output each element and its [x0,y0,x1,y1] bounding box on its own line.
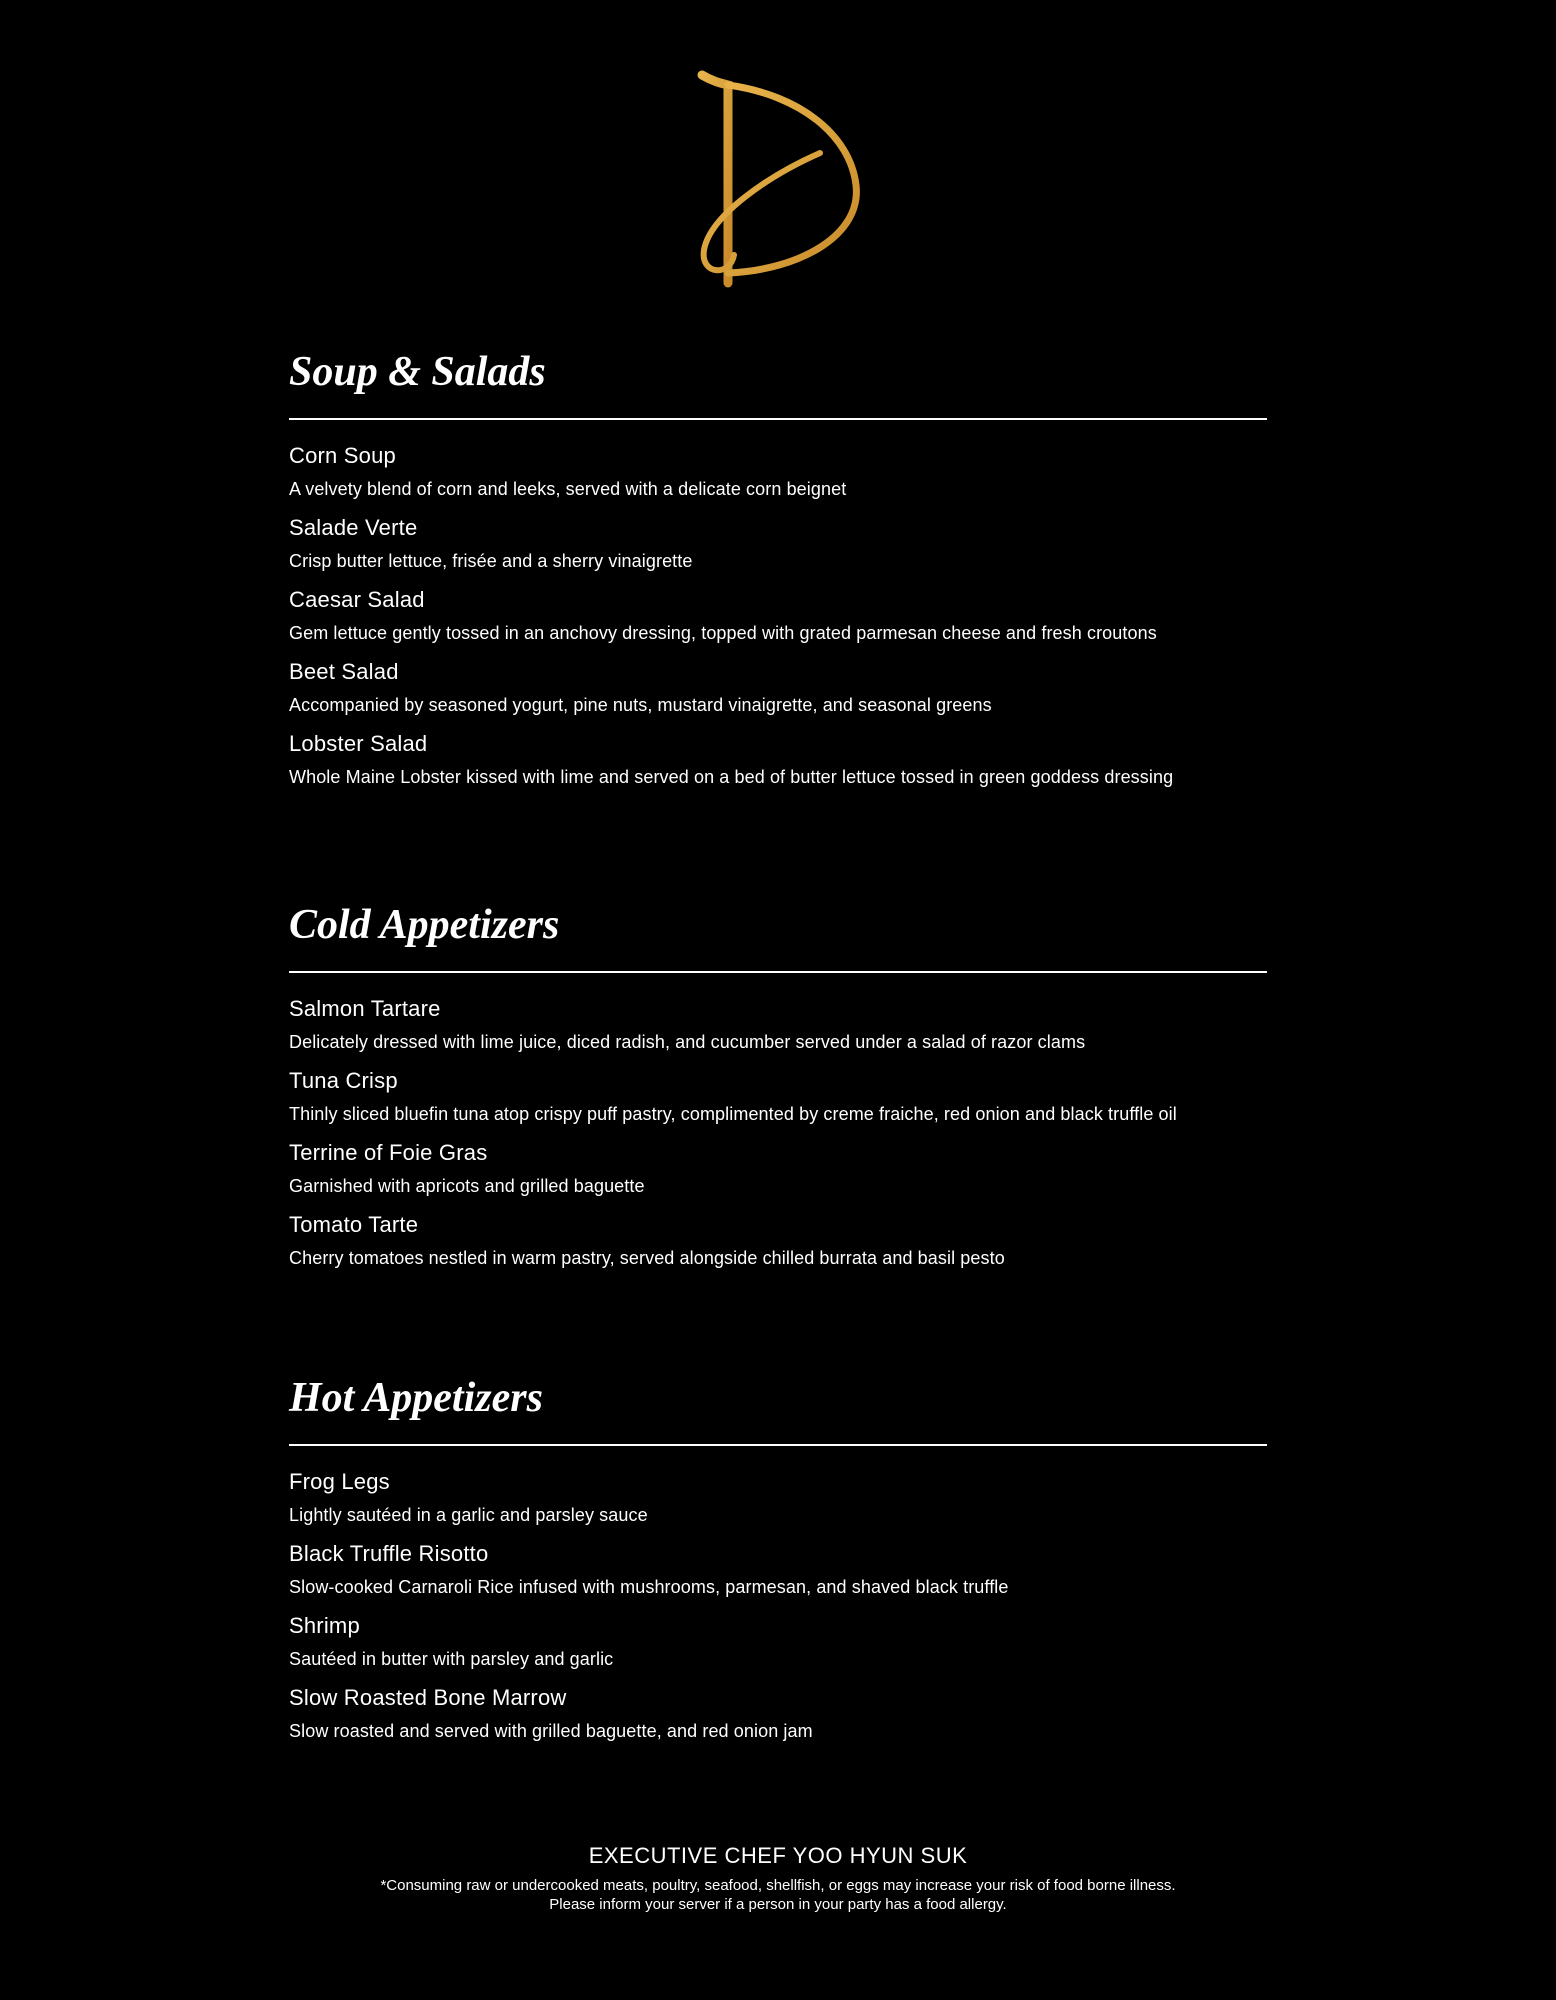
item-name: Lobster Salad [289,731,428,756]
item-name: Tomato Tarte [289,1212,419,1237]
item-description: Lightly sautéed in a garlic and parsley sauce [289,1505,648,1525]
food-safety-disclaimer [0,1876,1556,1914]
section-title: Soup & Salads [289,349,546,395]
menu-item [289,442,1267,501]
menu-item [289,1612,1267,1671]
section-divider [289,418,1267,420]
item-name: Corn Soup [289,443,396,468]
item-description: Slow roasted and served with grilled baguette, and red onion jam [289,1721,813,1741]
item-description: Accompanied by seasoned yogurt, pine nuts, mustard vinaigrette, and seasonal greens [289,695,992,715]
item-name: Salmon Tartare [289,996,441,1021]
menu-item [289,995,1267,1054]
menu-section-hot-appetizers [289,1374,1267,1756]
section-divider [289,1444,1267,1446]
item-name: Tuna Crisp [289,1068,398,1093]
item-description: Cherry tomatoes nestled in warm pastry, served alongside chilled burrata and basil pesto [289,1248,1005,1268]
letter-d-logo-icon [690,65,866,295]
menu-item [289,1139,1267,1198]
item-description: Gem lettuce gently tossed in an anchovy dressing, topped with grated parmesan cheese and fresh croutons [289,623,1157,643]
restaurant-logo [690,65,866,295]
item-name: Caesar Salad [289,587,425,612]
item-name: Frog Legs [289,1469,390,1494]
menu-item [289,1540,1267,1599]
item-name: Beet Salad [289,659,399,684]
item-name: Terrine of Foie Gras [289,1140,488,1165]
menu-item [289,1067,1267,1126]
menu-footer [0,1842,1556,1914]
item-name: Black Truffle Risotto [289,1541,489,1566]
item-name: Shrimp [289,1613,360,1638]
menu-item [289,1468,1267,1527]
menu-section-soup-salads [289,348,1267,802]
item-name: Salade Verte [289,515,418,540]
item-description: Thinly sliced bluefin tuna atop crispy puff pastry, complimented by creme fraiche, red onion and black truffle oil [289,1104,1177,1124]
menu-item [289,658,1267,717]
menu-item [289,1684,1267,1743]
menu-item [289,514,1267,573]
item-description: A velvety blend of corn and leeks, served with a delicate corn beignet [289,479,847,499]
item-description: Sautéed in butter with parsley and garlic [289,1649,614,1669]
item-name: Slow Roasted Bone Marrow [289,1685,567,1710]
item-description: Delicately dressed with lime juice, diced radish, and cucumber served under a salad of razor clams [289,1032,1086,1052]
menu-item [289,586,1267,645]
menu-item [289,1211,1267,1270]
section-title: Cold Appetizers [289,902,560,948]
item-description: Slow-cooked Carnaroli Rice infused with mushrooms, parmesan, and shaved black truffle [289,1577,1009,1597]
item-description: Crisp butter lettuce, frisée and a sherry vinaigrette [289,551,693,571]
item-description: Garnished with apricots and grilled baguette [289,1176,645,1196]
menu-item [289,730,1267,789]
section-title: Hot Appetizers [289,1375,543,1421]
item-description: Whole Maine Lobster kissed with lime and served on a bed of butter lettuce tossed in green goddess dressing [289,767,1174,787]
menu-section-cold-appetizers [289,901,1267,1283]
disclaimer-line: Please inform your server if a person in your party has a food allergy. [549,1896,1007,1913]
executive-chef: EXECUTIVE CHEF YOO HYUN SUK [588,1843,968,1868]
disclaimer-line: *Consuming raw or undercooked meats, poultry, seafood, shellfish, or eggs may increase your risk of food borne illness. [380,1877,1176,1894]
section-divider [289,971,1267,973]
